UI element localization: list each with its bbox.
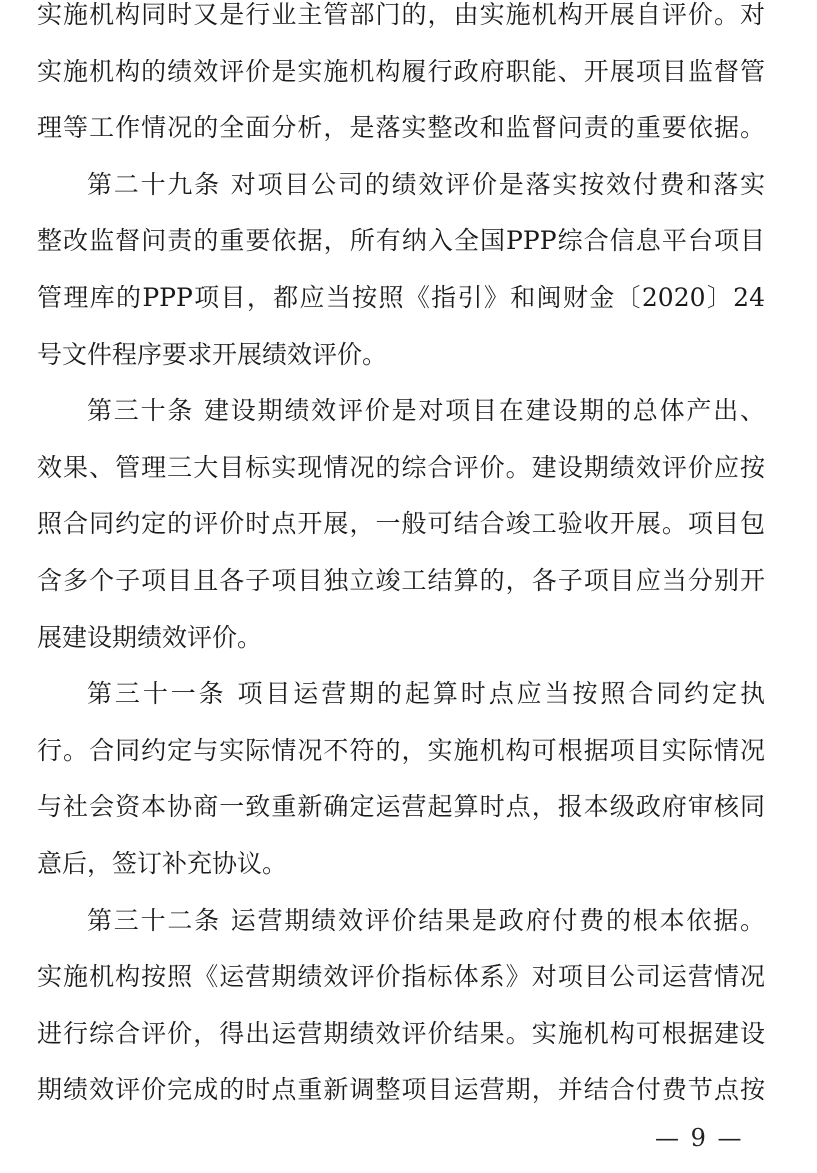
text-line: 效果、管理三大目标实现情况的综合评价。建设期绩效评价应按 (37, 452, 765, 482)
text-line: 实施机构同时又是行业主管部门的，由实施机构开展自评价。对 (37, 0, 765, 29)
text-line: 第三十一条 项目运营期的起算时点应当按照合同约定执 (87, 679, 765, 709)
page-number: — 9 — (655, 1124, 744, 1152)
text-line: 意后，签订补充协议。 (37, 848, 288, 878)
text-line: 实施机构按照《运营期绩效评价指标体系》对项目公司运营情况 (37, 962, 765, 992)
text-line: 第三十二条 运营期绩效评价结果是政府付费的根本依据。 (87, 905, 765, 935)
text-line: 含多个子项目且各子项目独立竣工结算的，各子项目应当分别开 (37, 565, 765, 595)
text-line: 与社会资本协商一致重新确定运营起算时点，报本级政府审核同 (37, 792, 765, 822)
text-line: 进行综合评价，得出运营期绩效评价结果。实施机构可根据建设 (37, 1018, 765, 1048)
text-line: 期绩效评价完成的时点重新调整项目运营期，并结合付费节点按 (37, 1075, 765, 1105)
text-line: 第三十条 建设期绩效评价是对项目在建设期的总体产出、 (87, 396, 765, 426)
text-line: 整改监督问责的重要依据，所有纳入全国PPP综合信息平台项目 (37, 226, 765, 256)
text-line: 展建设期绩效评价。 (37, 622, 263, 652)
text-line: 理等工作情况的全面分析，是落实整改和监督问责的重要依据。 (37, 113, 765, 143)
document-body (37, 0, 765, 1119)
text-line: 照合同约定的评价时点开展，一般可结合竣工验收开展。项目包 (37, 509, 765, 539)
text-line: 号文件程序要求开展绩效评价。 (37, 339, 388, 369)
text-line: 实施机构的绩效评价是实施机构履行政府职能、开展项目监督管 (37, 56, 765, 86)
text-line: 管理库的PPP项目，都应当按照《指引》和闽财金〔2020〕24 (37, 282, 765, 312)
text-line: 第二十九条 对项目公司的绩效评价是落实按效付费和落实 (87, 169, 765, 199)
text-line: 行。合同约定与实际情况不符的，实施机构可根据项目实际情况 (37, 735, 765, 765)
